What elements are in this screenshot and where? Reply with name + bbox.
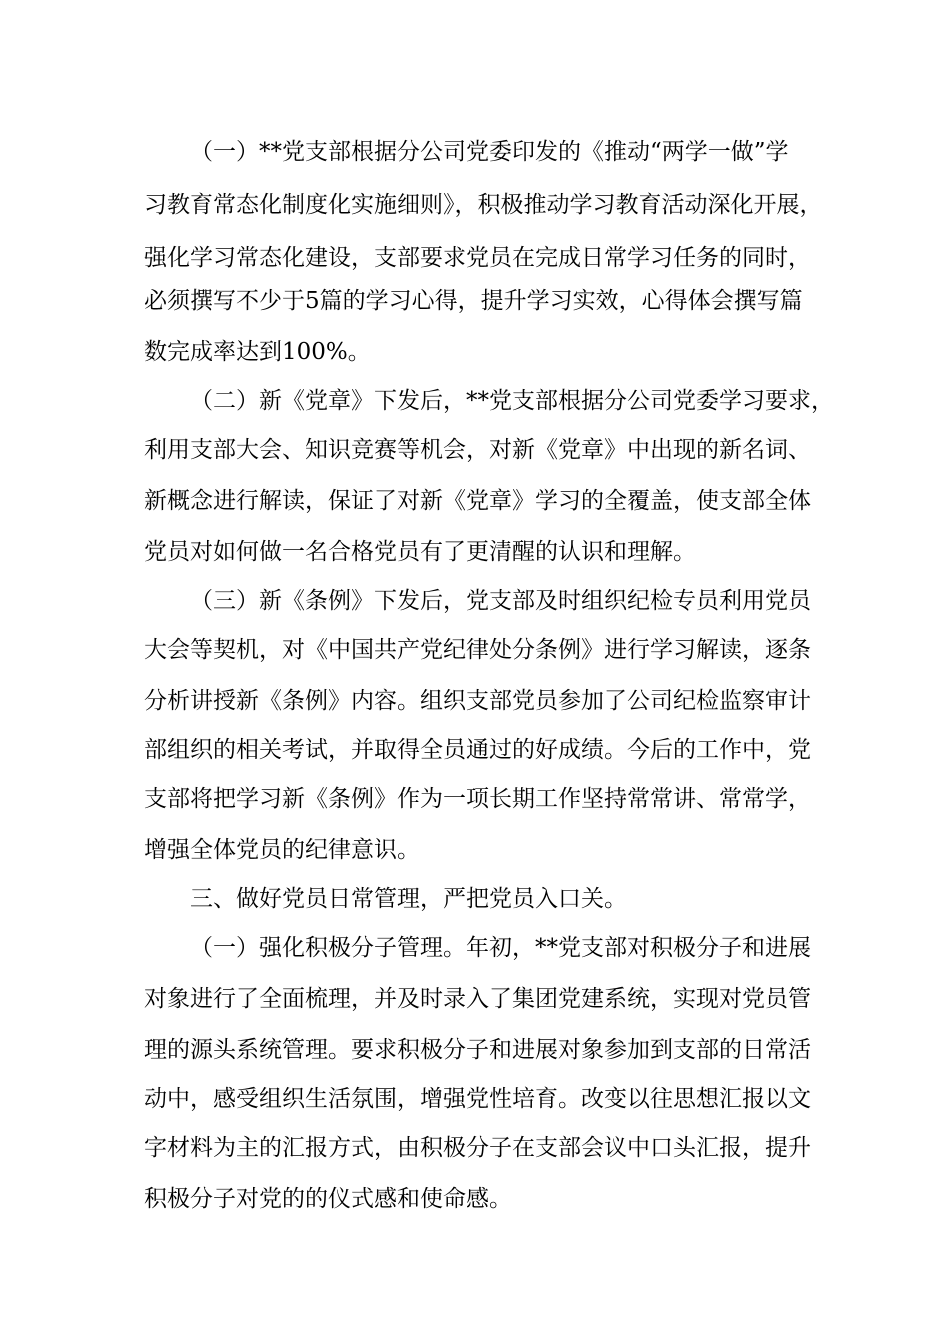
text-line: 分析讲授新《条例》内容。组织支部党员参加了公司纪检监察审计 <box>144 688 811 714</box>
text-line: 必须撰写不少于5篇的学习心得，提升学习实效，心得体会撰写篇 <box>144 288 803 314</box>
text-line: 支部将把学习新《条例》作为一项长期工作坚持常常讲、常常学， <box>144 786 811 812</box>
text-line: （一）强化积极分子管理。年初，**党支部对积极分子和进展 <box>190 935 811 961</box>
text-line: 积极分子对党的的仪式感和使命感。 <box>144 1186 512 1212</box>
text-line: 习教育常态化制度化实施细则》，积极推动学习教育活动深化开展， <box>144 192 823 218</box>
text-line: 部组织的相关考试，并取得全员通过的好成绩。今后的工作中，党 <box>144 737 811 763</box>
text-line: 对象进行了全面梳理，并及时录入了集团党建系统，实现对党员管 <box>144 986 811 1012</box>
text-line: 增强全体党员的纪律意识。 <box>144 837 420 863</box>
text-line: 新概念进行解读，保证了对新《党章》学习的全覆盖，使支部全体 <box>144 488 811 514</box>
text-line: 理的源头系统管理。要求积极分子和进展对象参加到支部的日常活 <box>144 1037 811 1063</box>
text-line: 利用支部大会、知识竞赛等机会，对新《党章》中出现的新名词、 <box>144 437 811 463</box>
section-heading: 三、做好党员日常管理，严把党员入口关。 <box>190 886 627 912</box>
text-line: 动中，感受组织生活氛围，增强党性培育。改变以往思想汇报以文 <box>144 1086 811 1112</box>
text-line: （一）**党支部根据分公司党委印发的《推动“两学一做”学 <box>190 139 789 165</box>
text-line: 字材料为主的汇报方式，由积极分子在支部会议中口头汇报，提升 <box>144 1135 811 1161</box>
text-line: 党员对如何做一名合格党员有了更清醒的认识和理解。 <box>144 539 696 565</box>
text-line: 强化学习常态化建设，支部要求党员在完成日常学习任务的同时， <box>144 245 811 271</box>
text-line: （二）新《党章》下发后，**党支部根据分公司党委学习要求， <box>190 388 834 414</box>
text-line: 数完成率达到100%。 <box>144 339 371 365</box>
text-line: （三）新《条例》下发后，党支部及时组织纪检专员利用党员 <box>190 588 811 614</box>
text-line: 大会等契机，对《中国共产党纪律处分条例》进行学习解读，逐条 <box>144 637 811 663</box>
